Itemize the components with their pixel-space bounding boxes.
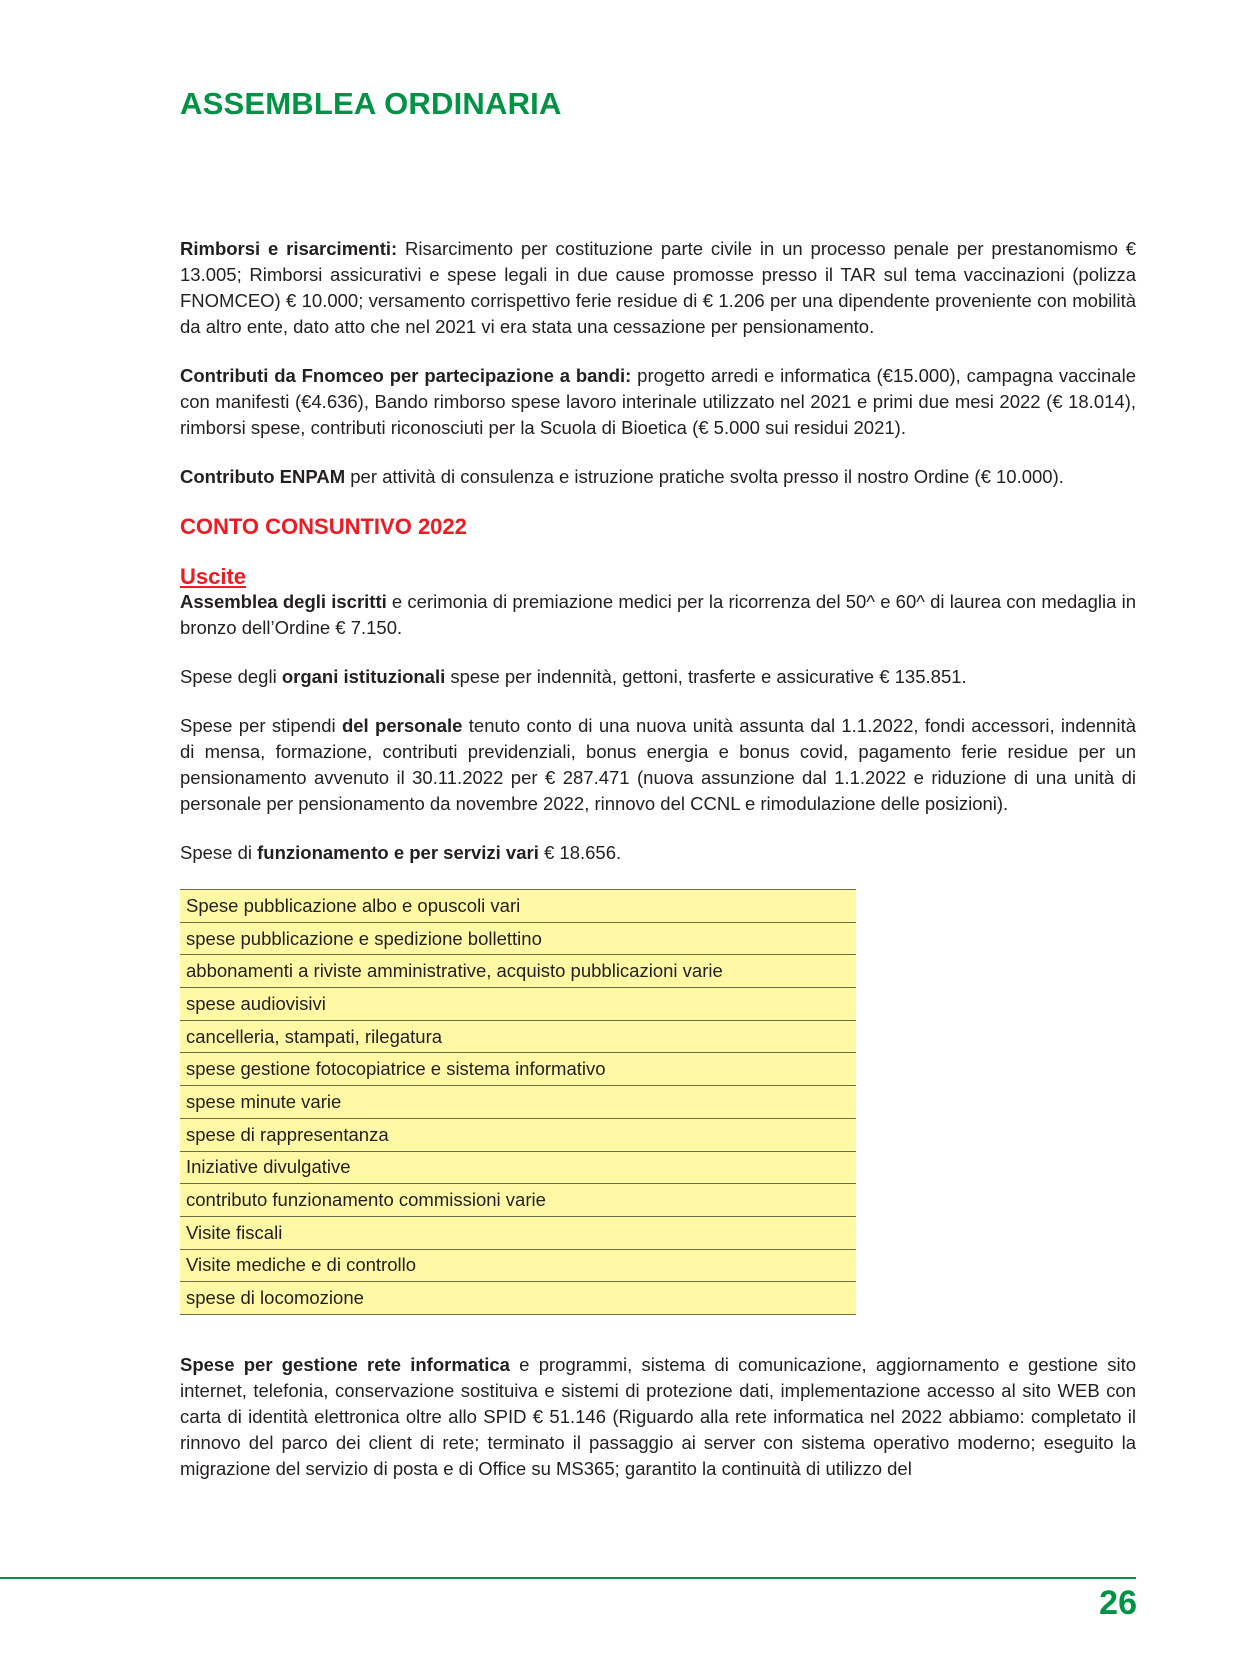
paragraph-rimborsi (180, 236, 1136, 340)
table-cell: cancelleria, stampati, rilegatura (180, 1020, 856, 1053)
paragraph-enpam-text: per attività di consulenza e istruzione pratiche svolta presso il nostro Ordine (€ 10.000). (345, 466, 1064, 487)
paragraph-personale-label: del personale (341, 715, 463, 736)
table-cell: spese di rappresentanza (180, 1118, 856, 1151)
table-row (180, 1249, 856, 1282)
paragraph-assemblea-text: e cerimonia di premiazione medici per la ricorrenza del 50^ e 60^ di laurea con medaglia in bronzo dell’Ordine € 7.150. (180, 591, 1136, 638)
paragraph-rete-text: e programmi, sistema di comunicazione, aggiornamento e gestione sito internet, telefonia, conservazione sostituiva e sistemi di protezione dati, implementazione accesso al sito WEB con carta di identità elettronica oltre allo SPID € 51.146 (Riguardo alla rete informatica nel 2022 abbiamo: completato il rinnovo del parco dei client di rete; terminato il passaggio ai server con sistema operativo moderno; eseguito la migrazione del servizio di posta e di Office su MS365; garantito la continuità di utilizzo del (180, 1353, 1136, 1479)
paragraph-funzionamento-text: € 18.656. (538, 842, 622, 863)
page-title: ASSEMBLEA ORDINARIA (180, 86, 562, 121)
footer-divider (0, 1577, 1136, 1579)
table-cell: spese di locomozione (180, 1282, 856, 1315)
paragraph-funzionamento-label: funzionamento e per servizi vari (257, 842, 539, 863)
table-row (180, 1086, 856, 1119)
paragraph-rimborsi-label: Rimborsi e risarcimenti: (180, 238, 398, 259)
paragraph-organi-label: organi istituzionali (281, 666, 446, 687)
paragraph-rete-label: Spese per gestione rete informatica (180, 1353, 510, 1375)
table-row (180, 1053, 856, 1086)
table-row (180, 890, 856, 923)
table-row (180, 1151, 856, 1184)
paragraph-personale (180, 713, 1136, 817)
expense-table (180, 889, 856, 1315)
table-cell: Spese pubblicazione albo e opuscoli vari (180, 890, 856, 923)
table-cell: spese pubblicazione e spedizione bollettino (180, 922, 856, 955)
table-cell: abbonamenti a riviste amministrative, acquisto pubblicazioni varie (180, 955, 856, 988)
paragraph-enpam-label: Contributo ENPAM (180, 466, 346, 487)
table-cell: spese gestione fotocopiatrice e sistema informativo (180, 1053, 856, 1086)
table-row (180, 1184, 856, 1217)
table-row (180, 1216, 856, 1249)
table-cell: Iniziative divulgative (180, 1151, 856, 1184)
paragraph-rete (180, 1352, 1136, 1482)
paragraph-enpam (180, 464, 1136, 490)
paragraph-assemblea (180, 589, 1136, 641)
paragraph-personale-pre: Spese per stipendi (180, 715, 342, 736)
paragraph-contributi-text: progetto arredi e informatica (€15.000), campagna vaccinale con manifesti (€4.636), Bando rimborso spese lavoro interinale utilizzato nel 2021 e primi due mesi 2022 (€ 18.014), rimborsi spese, contributi riconosciuti per la Scuola di Bioetica (€ 5.000 sui residui 2021). (180, 365, 1136, 438)
paragraph-organi-pre: Spese degli (180, 666, 282, 687)
table-row (180, 988, 856, 1021)
paragraph-rimborsi-text: Risarcimento per costituzione parte civile in un processo penale per prestanomismo € 13.005; Rimborsi assicurativi e spese legali in due cause promosse presso il TAR sul tema vaccinazioni (polizza FNOMCEO) € 10.000; versamento corrispettivo ferie residue di € 1.206 per una dipendente proveniente con mobilità da altro ente, dato atto che nel 2021 vi era stata una cessazione per pensionamento. (180, 238, 1137, 337)
table-row (180, 955, 856, 988)
table-cell: Visite fiscali (180, 1216, 856, 1249)
table-row (180, 922, 856, 955)
table-row (180, 1020, 856, 1053)
paragraph-funzionamento-pre: Spese di (180, 842, 258, 863)
page-content (180, 236, 1136, 1505)
paragraph-funzionamento (180, 840, 1136, 866)
paragraph-contributi (180, 363, 1136, 441)
table-cell: contributo funzionamento commissioni varie (180, 1184, 856, 1217)
table-row (180, 1282, 856, 1315)
paragraph-organi-text: spese per indennità, gettoni, trasferte e assicurative € 135.851. (445, 666, 967, 687)
page-number: 26 (1099, 1584, 1137, 1622)
table-row (180, 1118, 856, 1151)
section-title: CONTO CONSUNTIVO 2022 (180, 514, 467, 539)
subsection-title: Uscite (180, 564, 247, 589)
paragraph-organi (180, 664, 1136, 690)
paragraph-personale-text: tenuto conto di una nuova unità assunta dal 1.1.2022, fondi accessori, indennità di mensa, formazione, contributi previdenziali, bonus energia e bonus covid, pagamento ferie residue per un pensionamento avvenuto il 30.11.2022 per € 287.471 (nuova assunzione dal 1.1.2022 e riduzione di una unità di personale per pensionamento da novembre 2022, rinnovo del CCNL e rimodulazione delle posizioni). (180, 715, 1137, 814)
paragraph-assemblea-label: Assemblea degli iscritti (180, 591, 387, 612)
table-cell: Visite mediche e di controllo (180, 1249, 856, 1282)
table-cell: spese minute varie (180, 1086, 856, 1119)
paragraph-contributi-label: Contributi da Fnomceo per partecipazione a bandi: (180, 365, 632, 386)
table-cell: spese audiovisivi (180, 988, 856, 1021)
